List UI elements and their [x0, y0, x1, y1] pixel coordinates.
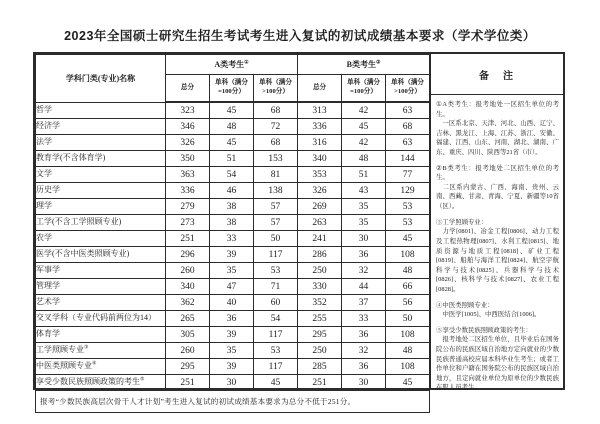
score-cell: 53: [386, 199, 430, 215]
score-cell: 286: [298, 247, 342, 263]
table-row: [36, 151, 430, 167]
score-cell: 81: [254, 167, 298, 183]
score-cell: 39: [210, 359, 254, 375]
score-cell: 38: [210, 215, 254, 231]
score-cell: 71: [254, 279, 298, 295]
group-a-label: A类考生: [214, 60, 245, 69]
subject-name: 管理学: [36, 279, 166, 295]
remarks-header: 备 注: [431, 54, 563, 95]
remark-paragraph: ③工学照顾专业：: [436, 218, 488, 226]
table-row: [36, 231, 430, 247]
score-cell: 32: [342, 343, 386, 359]
score-cell: 362: [166, 295, 210, 311]
subject-name: 历史学: [36, 183, 166, 199]
group-b-header: [298, 55, 430, 75]
footnote-marker: ③: [84, 345, 89, 351]
subject-name: 教育学(不含体育学): [36, 151, 166, 167]
score-cell: 340: [298, 151, 342, 167]
score-cell: 316: [298, 135, 342, 151]
score-cell: 117: [254, 247, 298, 263]
remark-paragraph: ④中医类照顾专业：: [436, 301, 494, 309]
col-header-b-sub100: 单科（满分=100分）: [342, 75, 386, 103]
footnote-marker-2: ②: [375, 60, 381, 66]
score-cell: 296: [166, 247, 210, 263]
score-cell: 53: [254, 343, 298, 359]
score-cell: 265: [166, 311, 210, 327]
score-cell: 241: [298, 231, 342, 247]
subject-column-header: 学科门类(专业)名称: [36, 55, 166, 103]
score-cell: 51: [210, 151, 254, 167]
score-cell: 68: [386, 119, 430, 135]
score-cell: 117: [254, 359, 298, 375]
score-cell: 37: [342, 295, 386, 311]
col-header-a-sub100: 单科（满分=100分）: [210, 75, 254, 103]
score-cell: 39: [210, 327, 254, 343]
score-cell: 138: [254, 183, 298, 199]
score-cell: 53: [254, 263, 298, 279]
score-cell: 305: [166, 327, 210, 343]
score-cell: 68: [254, 135, 298, 151]
score-cell: 352: [298, 295, 342, 311]
score-cell: 48: [386, 343, 430, 359]
score-cell: 346: [166, 119, 210, 135]
score-cell: 36: [342, 359, 386, 375]
subject-name: 理学: [36, 199, 166, 215]
footnote-marker: ④: [92, 361, 97, 367]
subject-name: 工学(不含工学照顾专业): [36, 215, 166, 231]
score-grid: [35, 54, 430, 413]
table-row: [36, 359, 430, 375]
subject-name: 军事学: [36, 263, 166, 279]
score-cell: 56: [386, 295, 430, 311]
score-cell: 45: [342, 119, 386, 135]
subject-name: 经济学: [36, 119, 166, 135]
score-cell: 330: [298, 279, 342, 295]
score-cell: 38: [210, 199, 254, 215]
col-header-a-subover100: 单科（满分>100分）: [254, 75, 298, 103]
score-cell: 35: [210, 263, 254, 279]
score-cell: 72: [254, 119, 298, 135]
table-row: [36, 263, 430, 279]
table-row: [36, 199, 430, 215]
remarks-panel: [430, 54, 563, 392]
score-cell: 48: [342, 151, 386, 167]
score-cell: 51: [342, 167, 386, 183]
remark-paragraph: ⑤享受少数民族照顾政策的考生：: [436, 326, 532, 334]
score-cell: 77: [386, 167, 430, 183]
group-b-label: B类考生: [346, 60, 376, 69]
score-cell: 42: [342, 102, 386, 119]
remark-paragraph: 二区系内蒙古、广西、海南、贵州、云南、西藏、甘肃、青海、宁夏、新疆等10省（区）。: [436, 183, 559, 211]
score-cell: 279: [166, 199, 210, 215]
score-cell: 46: [210, 183, 254, 199]
score-rows: [36, 102, 430, 391]
footnote-marker-1: ①: [244, 60, 249, 66]
subject-name: 交叉学科（专业代码前两位为14）: [36, 311, 166, 327]
table-row: [36, 295, 430, 311]
table-row: [36, 279, 430, 295]
score-cell: 340: [166, 279, 210, 295]
score-cell: 250: [298, 263, 342, 279]
score-cell: 36: [210, 311, 254, 327]
score-cell: 43: [342, 183, 386, 199]
score-cell: 57: [254, 199, 298, 215]
score-cell: 63: [386, 102, 430, 119]
score-cell: 326: [166, 135, 210, 151]
score-cell: 251: [298, 375, 342, 391]
score-cell: 53: [386, 215, 430, 231]
score-cell: 60: [254, 295, 298, 311]
score-cell: 269: [298, 199, 342, 215]
score-cell: 30: [342, 231, 386, 247]
table-row: [36, 135, 430, 151]
score-cell: 50: [254, 231, 298, 247]
score-cell: 63: [386, 135, 430, 151]
score-cell: 33: [210, 231, 254, 247]
score-cell: 250: [298, 343, 342, 359]
remark-paragraph: 力学[0801]、冶金工程[0806]、动力工程及工程热物理[0807]、水利工程[0815]、地质资源与地质工程[0818]、矿业工程[0819]、船舶与海洋工程[0824]、航空宇航科学与技术[0825]、兵器科学与技术[0826]、核科学与技术[0827]、农业工程[0828]。: [436, 228, 559, 293]
col-header-b-total: 总分: [298, 75, 342, 103]
score-cell: 273: [166, 215, 210, 231]
score-cell: 35: [342, 215, 386, 231]
table-row: [36, 343, 430, 359]
score-cell: 129: [386, 183, 430, 199]
score-cell: 45: [210, 102, 254, 119]
score-cell: 45: [386, 375, 430, 391]
score-cell: 42: [342, 135, 386, 151]
score-cell: 48: [210, 119, 254, 135]
score-cell: 30: [342, 375, 386, 391]
score-cell: 108: [386, 359, 430, 375]
footnote-text: 报考“少数民族高层次骨干人才计划”考生进入复试的初试成绩基本要求为总分不低于251分。: [36, 391, 430, 413]
subject-name: 文学: [36, 167, 166, 183]
table-row: [36, 247, 430, 263]
score-cell: 336: [298, 119, 342, 135]
score-cell: 313: [298, 102, 342, 119]
score-cell: 251: [166, 375, 210, 391]
score-cell: 35: [210, 343, 254, 359]
subject-name: 医学(不含中医类照顾专业): [36, 247, 166, 263]
score-cell: 153: [254, 151, 298, 167]
table-row: [36, 375, 430, 391]
remark-paragraph: ②B类考生：报考地处二区招生单位的考生。: [436, 164, 559, 182]
score-cell: 33: [342, 311, 386, 327]
table-row: [36, 327, 430, 343]
score-cell: 47: [210, 279, 254, 295]
score-cell: 108: [386, 247, 430, 263]
subject-name: 法学: [36, 135, 166, 151]
score-cell: 323: [166, 102, 210, 119]
score-cell: 45: [254, 375, 298, 391]
score-cell: 45: [210, 135, 254, 151]
score-cell: 251: [166, 231, 210, 247]
score-cell: 68: [254, 102, 298, 119]
score-cell: 48: [386, 263, 430, 279]
score-requirements-table: [33, 52, 565, 406]
score-cell: 295: [166, 359, 210, 375]
score-cell: 44: [342, 279, 386, 295]
score-cell: 32: [342, 263, 386, 279]
group-header-row: [36, 55, 430, 75]
remark-paragraph: ①A类考生：报考地处一区招生单位的考生。: [436, 101, 559, 118]
score-cell: 263: [298, 215, 342, 231]
remarks-body: [431, 95, 563, 393]
score-cell: 36: [342, 247, 386, 263]
subject-name: 享受少数民族照顾政策的考生⑤: [36, 375, 166, 391]
score-cell: 30: [210, 375, 254, 391]
score-cell: 45: [386, 231, 430, 247]
subject-name: 中医类照顾专业④: [36, 359, 166, 375]
score-cell: 108: [386, 327, 430, 343]
table-row: [36, 102, 430, 119]
score-cell: 144: [386, 151, 430, 167]
score-cell: 295: [298, 327, 342, 343]
table-row: [36, 167, 430, 183]
score-cell: 117: [254, 327, 298, 343]
subject-name: 哲学: [36, 102, 166, 119]
table-row: [36, 311, 430, 327]
score-cell: 36: [342, 327, 386, 343]
group-a-header: [166, 55, 298, 75]
score-cell: 363: [166, 167, 210, 183]
score-cell: 353: [298, 167, 342, 183]
subject-name: 工学照顾专业③: [36, 343, 166, 359]
footnote-row: [36, 391, 430, 413]
table-row: [36, 215, 430, 231]
score-cell: 54: [210, 167, 254, 183]
footnote-marker: ⑤: [140, 377, 145, 383]
page-title: 2023年全国硕士研究生招生考试考生进入复试的初试成绩基本要求（学术学位类）: [64, 29, 536, 43]
score-cell: 50: [386, 311, 430, 327]
score-cell: 260: [166, 263, 210, 279]
score-cell: 39: [210, 247, 254, 263]
col-header-a-total: 总分: [166, 75, 210, 103]
score-cell: 54: [254, 311, 298, 327]
score-cell: 66: [386, 279, 430, 295]
score-cell: 326: [298, 183, 342, 199]
table-row: [36, 183, 430, 199]
score-cell: 260: [166, 343, 210, 359]
col-header-b-subover100: 单科（满分>100分）: [386, 75, 430, 103]
score-cell: 285: [298, 359, 342, 375]
score-cell: 40: [210, 295, 254, 311]
score-cell: 35: [342, 199, 386, 215]
score-cell: 336: [166, 183, 210, 199]
remark-paragraph: 中医学[1005]、中西医结合[1006]。: [442, 311, 541, 319]
score-cell: 57: [254, 215, 298, 231]
table-row: [36, 119, 430, 135]
score-cell: 255: [298, 311, 342, 327]
score-cell: 350: [166, 151, 210, 167]
subject-name: 体育学: [36, 327, 166, 343]
remark-paragraph: 报考地处二区招生单位，且毕业后在国务院公布的民族区域自治地方定向就业的少数民族普通高校应届本科毕业生考生；或者工作单位和户籍在国务院公布的民族区域自治地方，且定向就业单位为原单位的少数民族在职人员考生。: [436, 336, 559, 392]
subject-name: 农学: [36, 231, 166, 247]
remark-paragraph: 一区系北京、天津、河北、山西、辽宁、吉林、黑龙江、上海、江苏、浙江、安徽、福建、江西、山东、河南、湖北、湖南、广东、重庆、四川、陕西等21省（市）。: [436, 120, 559, 157]
subject-name: 艺术学: [36, 295, 166, 311]
